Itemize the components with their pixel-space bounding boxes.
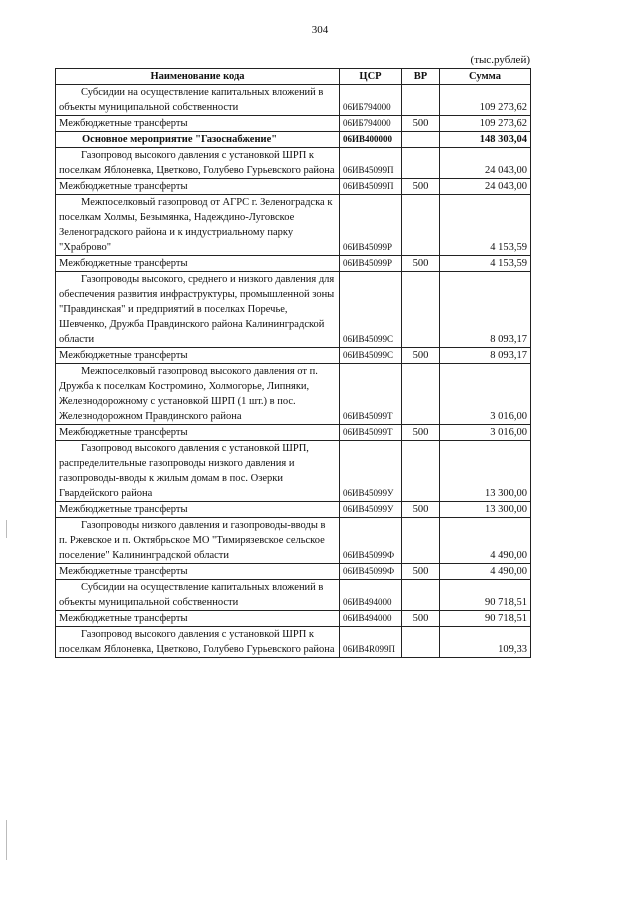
header-name: Наименование кода <box>56 69 340 85</box>
table-row <box>56 441 531 502</box>
row-sum-cell: 8 093,17 <box>440 272 531 348</box>
row-csr-cell: 06ИВ400000 <box>340 132 402 148</box>
row-sum-cell: 3 016,00 <box>440 364 531 425</box>
row-csr-cell: 06ИВ45099Ф <box>340 518 402 564</box>
table-row <box>56 179 531 195</box>
row-sum-cell: 109 273,62 <box>440 85 531 116</box>
row-name-cell: Газопроводы низкого давления и газопроводы-вводы в п. Ржевское и п. Октябрьское МО "Тимирязевское сельское поселение" Калининградской области <box>56 518 340 564</box>
row-name-cell: Межбюджетные трансферты <box>56 502 340 518</box>
row-csr-cell: 06ИВ45099Ф <box>340 564 402 580</box>
row-vr-cell <box>402 364 440 425</box>
row-sum-cell: 8 093,17 <box>440 348 531 364</box>
table-row <box>56 348 531 364</box>
header-vr: ВР <box>402 69 440 85</box>
row-csr-cell: 06ИВ45099С <box>340 348 402 364</box>
row-csr-cell: 06ИВ45099Р <box>340 195 402 256</box>
row-name-cell: Межбюджетные трансферты <box>56 611 340 627</box>
row-csr-cell: 06ИВ45099У <box>340 441 402 502</box>
row-vr-cell <box>402 132 440 148</box>
table-row <box>56 611 531 627</box>
row-vr-cell: 500 <box>402 179 440 195</box>
row-name-cell: Межбюджетные трансферты <box>56 564 340 580</box>
margin-mark <box>6 820 7 860</box>
page-number: 304 <box>311 24 329 36</box>
row-vr-cell: 500 <box>402 348 440 364</box>
table-row <box>56 132 531 148</box>
row-sum-cell: 24 043,00 <box>440 148 531 179</box>
row-csr-cell: 06ИВ494000 <box>340 611 402 627</box>
row-sum-cell: 90 718,51 <box>440 611 531 627</box>
row-csr-cell: 06ИВ494000 <box>340 580 402 611</box>
row-vr-cell <box>402 148 440 179</box>
row-sum-cell: 4 490,00 <box>440 564 531 580</box>
table-row <box>56 256 531 272</box>
units-label: (тыс.рублей) <box>470 54 530 66</box>
row-vr-cell <box>402 518 440 564</box>
row-name-cell: Межбюджетные трансферты <box>56 256 340 272</box>
row-csr-cell: 06ИВ45099У <box>340 502 402 518</box>
row-csr-cell: 06ИВ45099Р <box>340 256 402 272</box>
row-sum-cell: 24 043,00 <box>440 179 531 195</box>
row-csr-cell: 06ИВ45099П <box>340 148 402 179</box>
row-csr-cell: 06ИВ45099Т <box>340 425 402 441</box>
row-sum-cell: 90 718,51 <box>440 580 531 611</box>
table-row <box>56 195 531 256</box>
row-name-cell: Газопровод высокого давления с установкой ШРП, распределительные газопроводы низкого давления и газопроводы-вводы к жилым домам в пос. Озерки Гвардейского района <box>56 441 340 502</box>
table-row <box>56 627 531 658</box>
row-name-cell: Межпоселковый газопровод высокого давления от п. Дружба к поселкам Костромино, Холмогорье, Липняки, Железнодорожному с установкой ШРП (1 шт.) в пос. Железнодорожном Правдинского района <box>56 364 340 425</box>
row-sum-cell: 4 153,59 <box>440 256 531 272</box>
row-name-cell: Газопровод высокого давления с установкой ШРП к поселкам Яблоневка, Цветково, Голубево Гурьевского района <box>56 627 340 658</box>
row-sum-cell: 148 303,04 <box>440 132 531 148</box>
row-vr-cell <box>402 627 440 658</box>
table-row <box>56 502 531 518</box>
row-sum-cell: 13 300,00 <box>440 502 531 518</box>
row-vr-cell <box>402 580 440 611</box>
table-row <box>56 425 531 441</box>
row-csr-cell: 06ИВ4R099П <box>340 627 402 658</box>
table-row <box>56 580 531 611</box>
row-vr-cell <box>402 85 440 116</box>
header-sum: Сумма <box>440 69 531 85</box>
row-vr-cell: 500 <box>402 116 440 132</box>
row-vr-cell <box>402 272 440 348</box>
table-row <box>56 116 531 132</box>
row-name-cell: Межпоселковый газопровод от АГРС г. Зеленоградска к поселкам Холмы, Безымянка, Надеждино-Луговское Зеленоградского района и к индустриальному парку "Храброво" <box>56 195 340 256</box>
margin-mark <box>6 520 7 538</box>
row-sum-cell: 109,33 <box>440 627 531 658</box>
row-csr-cell: 06ИБ794000 <box>340 116 402 132</box>
row-sum-cell: 4 490,00 <box>440 518 531 564</box>
row-sum-cell: 3 016,00 <box>440 425 531 441</box>
row-vr-cell: 500 <box>402 502 440 518</box>
table-row <box>56 85 531 116</box>
row-vr-cell <box>402 441 440 502</box>
row-csr-cell: 06ИВ45099С <box>340 272 402 348</box>
row-sum-cell: 109 273,62 <box>440 116 531 132</box>
row-name-cell: Субсидии на осуществление капитальных вложений в объекты муниципальной собственности <box>56 580 340 611</box>
row-name-cell: Межбюджетные трансферты <box>56 116 340 132</box>
header-row <box>56 69 531 85</box>
row-name-cell: Газопроводы высокого, среднего и низкого давления для обеспечения развития инфраструктуры, промышленной зоны "Правдинская" и предприятий в поселках Поречье, Шевченко, Дружба Правдинского района Калининградской области <box>56 272 340 348</box>
table-row <box>56 564 531 580</box>
table-row <box>56 272 531 348</box>
budget-table <box>55 68 531 658</box>
row-name-cell: Межбюджетные трансферты <box>56 425 340 441</box>
row-name-cell: Межбюджетные трансферты <box>56 179 340 195</box>
row-vr-cell: 500 <box>402 425 440 441</box>
row-name-cell: Основное мероприятие "Газоснабжение" <box>56 132 340 148</box>
row-csr-cell: 06ИВ45099П <box>340 179 402 195</box>
row-vr-cell: 500 <box>402 564 440 580</box>
row-vr-cell: 500 <box>402 611 440 627</box>
row-vr-cell: 500 <box>402 256 440 272</box>
row-name-cell: Субсидии на осуществление капитальных вложений в объекты муниципальной собственности <box>56 85 340 116</box>
row-name-cell: Газопровод высокого давления с установкой ШРП к поселкам Яблоневка, Цветково, Голубево Гурьевского района <box>56 148 340 179</box>
row-name-cell: Межбюджетные трансферты <box>56 348 340 364</box>
table-row <box>56 148 531 179</box>
row-csr-cell: 06ИБ794000 <box>340 85 402 116</box>
header-csr: ЦСР <box>340 69 402 85</box>
table-row <box>56 518 531 564</box>
table-row <box>56 364 531 425</box>
row-vr-cell <box>402 195 440 256</box>
row-sum-cell: 4 153,59 <box>440 195 531 256</box>
row-sum-cell: 13 300,00 <box>440 441 531 502</box>
row-csr-cell: 06ИВ45099Т <box>340 364 402 425</box>
